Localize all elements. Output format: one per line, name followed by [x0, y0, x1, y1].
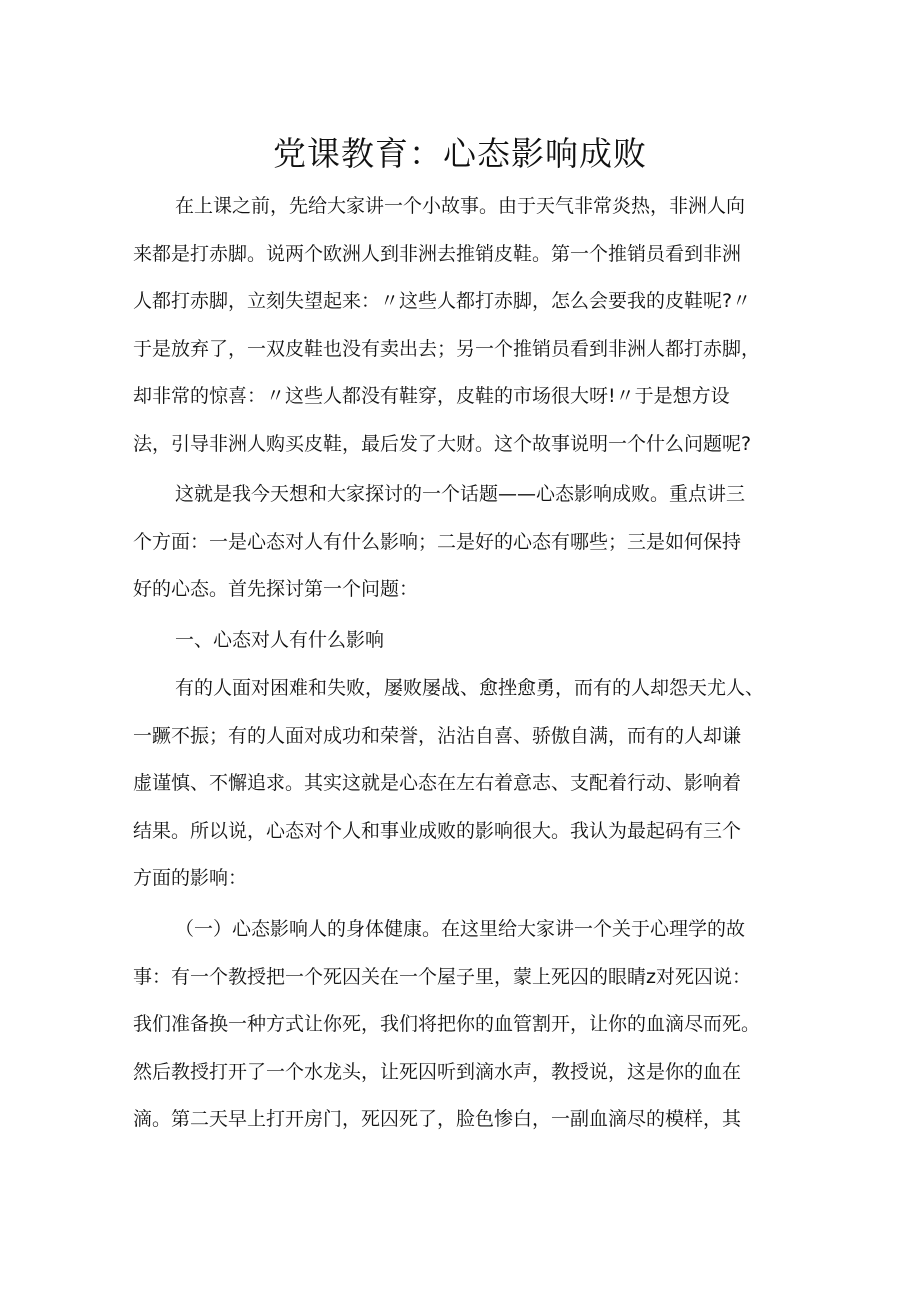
paragraph-attitude — [133, 665, 803, 903]
text-line: 却非常的惊喜：〃这些人都没有鞋穿，皮鞋的市场很大呀!〃于是想方设 — [133, 385, 730, 408]
text-line: 虚谨慎、不懈追求。其实这就是心态在左右着意志、支配着行动、影响着 — [133, 772, 742, 795]
text-line: 好的心态。首先探讨第一个问题： — [133, 578, 419, 601]
text-line: 一蹶不振；有的人面对成功和荣誉，沾沾自喜、骄傲自满，而有的人却谦 — [133, 724, 742, 747]
text-line: 个方面：一是心态对人有什么影响；二是好的心态有哪些；三是如何保持 — [133, 530, 742, 553]
text-line: 人都打赤脚，立刻失望起来：〃这些人都打赤脚，怎么会要我的皮鞋呢?〃 — [133, 290, 752, 313]
paragraph-topic — [133, 471, 803, 614]
text-line: （一）心态影响人的身体健康。在这里给大家讲一个关于心理学的故 — [175, 918, 746, 940]
text-line: 来都是打赤脚。说两个欧洲人到非洲去推销皮鞋。第一个推销员看到非洲 — [133, 242, 742, 265]
text-line: 然后教授打开了一个水龙头，让死囚听到滴水声，教授说，这是你的血在 — [133, 1060, 742, 1083]
text-line: 在上课之前，先给大家讲一个小故事。由于天气非常炎热，非洲人向 — [175, 195, 746, 217]
paragraph-story — [133, 183, 803, 469]
text-line: 结果。所以说，心态对个人和事业成败的影响很大。我认为最起码有三个 — [133, 819, 742, 842]
paragraph-health — [133, 906, 803, 1144]
text-line: 我们准备换一种方式让你死，我们将把你的血管割开，让你的血滴尽而死。 — [133, 1013, 761, 1036]
text-line: 法，引导非洲人购买皮鞋，最后发了大财。这个故事说明一个什么问题呢? — [133, 432, 752, 455]
section-heading: 一、心态对人有什么影响 — [175, 629, 385, 651]
text-line: 方面的影响： — [133, 867, 248, 890]
text-line: 事：有一个教授把一个死囚关在一个屋子里，蒙上死囚的眼睛z对死囚说： — [133, 965, 751, 988]
text-line: 于是放弃了，一双皮鞋也没有卖出去；另一个推销员看到非洲人都打赤脚， — [133, 337, 761, 360]
text-line: 有的人面对困难和失败，屡败屡战、愈挫愈勇，而有的人却怨天尤人、 — [175, 677, 765, 699]
text-line: 滴。第二天早上打开房门，死囚死了，脸色惨白，一副血滴尽的模样，其 — [133, 1108, 742, 1131]
document-title: 党课教育：心态影响成败 — [273, 134, 647, 173]
text-line: 这就是我今天想和大家探讨的一个话题——心态影响成败。重点讲三 — [175, 483, 746, 505]
